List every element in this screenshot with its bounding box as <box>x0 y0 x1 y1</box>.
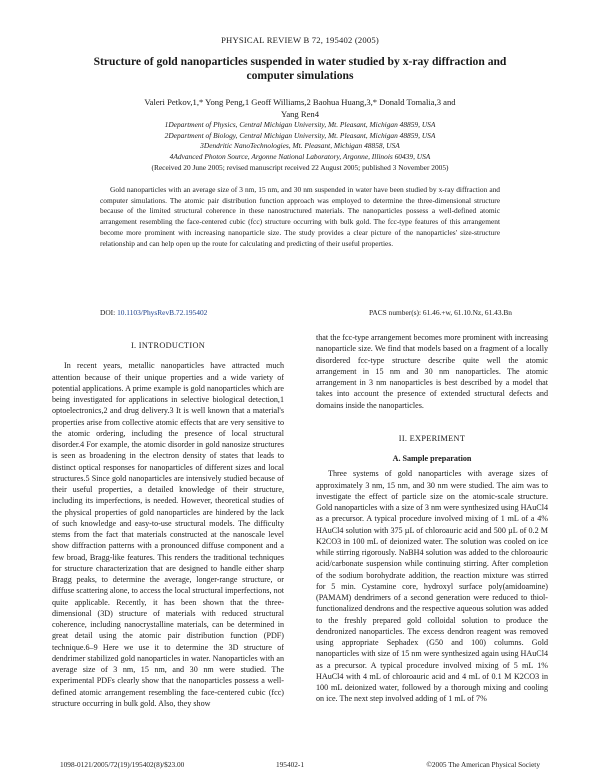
intro-heading: I. INTRODUCTION <box>130 341 206 350</box>
left-column <box>52 332 284 709</box>
experiment-heading: II. EXPERIMENT <box>398 433 466 443</box>
page-number: 195402-1 <box>276 760 304 769</box>
footer-code: 1098-0121/2005/72(19)/195402(8)/$23.00 <box>60 760 185 769</box>
intro-paragraph-1: In recent years, metallic nanoparticles have attracted much attention because of their unique properties and a wide variety of potential applications. A prime example is gold nanoparticles which are being investigated for applications in selective biological detection,1 optoelectronics,2 and drug delivery.3 It is well known that a material's properties arise from collective atomic effects that are very sensitive to the atomic ordering, including the presence of local structural disorder.4 For example, the atomic disorder in gold nanosize structures is seen as broadening in the electron density of states that leads to distinct optical responses for nanoparticles of different sizes and local structures.5 Since gold nanoparticles are intensively studied because of their useful properties, a detailed knowledge of their structure, including its imperfections, is needed. However, theoretical studies of the physical properties of gold nanoparticles are hindered by the lack of such knowledge and easy-to-use structural models. The difficulty stems from the fact that materials constructed at the nanoscale level show diffraction patterns with a pronounced diffuse component and a few broad, Bragg-like features. This renders the traditional techniques for structure characterization that are designed to handle either sharp Bragg peaks, to determine the average, longer-range structure, or diffuse scattering alone, to access the local structural imperfections, not quite applicable. Recently, it has been shown that the three-dimensional (3D) structure of materials with reduced structural coherence, including nanocrystalline materials, can be determined in great detail using the atomic pair distribution function (PDF) technique.6–9 Here we use it to determine the 3D structure of dendrimer stabilized gold nanoparticles in water. Nanoparticles with an average size of 3 nm, 15 nm, and 30 nm were studied. The experimental PDFs clearly show that the nanoparticles possess a well-defined atomic arrangement resembling the face-centered cubic (fcc) structure occurring in bulk gold. Also, they show <box>52 361 284 708</box>
doi-line <box>100 308 207 317</box>
article-title: Structure of gold nanoparticles suspended in water studied by x-ray diffraction and computer simulations <box>93 55 507 82</box>
affiliation-2: 2Department of Biology, Central Michigan University, Mt. Pleasant, Michigan 48859, USA <box>164 130 436 140</box>
abstract: Gold nanoparticles with an average size of 3 nm, 15 nm, and 30 nm suspended in water have been studied by x-ray diffraction and computer simulations. The atomic pair distribution function approach was employed to determine the three-dimensional structure because of the limited structural coherence in these nanostructured materials. The nanoparticles possess a well-defined atomic arrangement resembling the face-centered cubic (fcc) structure occurring with bulk gold. The fcc-type features of this arrangement become more prominent with increasing nanoparticle size. The study provides a clear picture of the nanoparticles' size-structure relationship and can help open up the route for calculating and predicting of their useful properties. <box>100 185 500 248</box>
author-line-2: Yang Ren4 <box>280 109 320 119</box>
affiliations <box>95 120 505 162</box>
author-line-1: Valeri Petkov,1,* Yong Peng,1 Geoff Williams,2 Baohua Huang,3,* Donald Tomalia,3 and <box>144 97 456 107</box>
affiliation-4: 4Advanced Photon Source, Argonne National Laboratory, Argonne, Illinois 60439, USA <box>169 151 431 161</box>
pacs-numbers: PACS number(s): 61.46.+w, 61.10.Nz, 61.43.Bn <box>368 308 512 317</box>
affiliation-1: 1Department of Physics, Central Michigan University, Mt. Pleasant, Michigan 48859, USA <box>164 120 436 129</box>
sample-prep-subheading: A. Sample preparation <box>392 454 472 463</box>
doi-label: DOI: <box>100 308 116 317</box>
journal-header: PHYSICAL REVIEW B 72, 195402 (2005) <box>221 35 379 45</box>
experiment-paragraph-1: Three systems of gold nanoparticles with average sizes of approximately 3 nm, 15 nm, and 30 nm were studied. The aim was to investigate the effect of particle size on the atomic-scale structure. Gold nanoparticles with a size of 3 nm were synthesized using HAuCl4 as a precursor. A typical procedure involved mixing of 1 mL of a 4% HAuCl4 solution with 375 µL of chloroauric acid and 500 µL of 0.2 M K2CO3 in 100 mL of deionized water. The solution was cooled on ice while stirring rigorously. NaBH4 solution was added to the chloroauric acid/carbonate suspension while continuing stirring. After completion of the sodium borohydrate addition, the reaction mixture was stirred for 5 min. Cystamine core, hydroxyl surface poly(amidoamine) (PAMAM) dendrimers of a second generation were reduced to thiol-functionalized dendrons and the respective aqueous solution was added to the freshly prepared gold colloidal solution to produce the dendronized nanoparticles. The excess dendron reagent was removed using appropriate Sephadex (G50 and 100) columns. Gold nanoparticles with size of 15 nm were synthesized again using HAuCl4 as a precursor. A typical procedure involved mixing of 5 mL 1% HAuCl4 with 4 mL of chloroauric acid and 4 mL of 0.1 M K2CO3 in 100 mL deionized water, followed by a thorough mixing and cooling on ice. The next step involved adding of 1 mL of 7% <box>316 469 548 704</box>
copyright: ©2005 The American Physical Society <box>426 760 540 769</box>
right-column <box>316 332 548 705</box>
intro-continuation: that the fcc-type arrangement becomes more prominent with increasing nanoparticle size. We find that models based on a fragment of a locally disordered fcc-type structure describe quite well the atomic arrangement in 15 nm and 30 nm nanoparticles. The atomic arrangement in 3 nm nanoparticles is best described by a model that takes into account the presence of extended structural defects and domains inside the nanoparticles. <box>316 333 548 410</box>
author-list <box>95 96 505 120</box>
affiliation-3: 3Dendritic NanoTechnologies, Mt. Pleasant, Michigan 48858, USA <box>200 141 400 151</box>
received-dates: (Received 20 June 2005; revised manuscript received 22 August 2005; published 3 November 2005) <box>151 163 449 172</box>
doi-link[interactable]: 10.1103/PhysRevB.72.195402 <box>117 308 208 317</box>
